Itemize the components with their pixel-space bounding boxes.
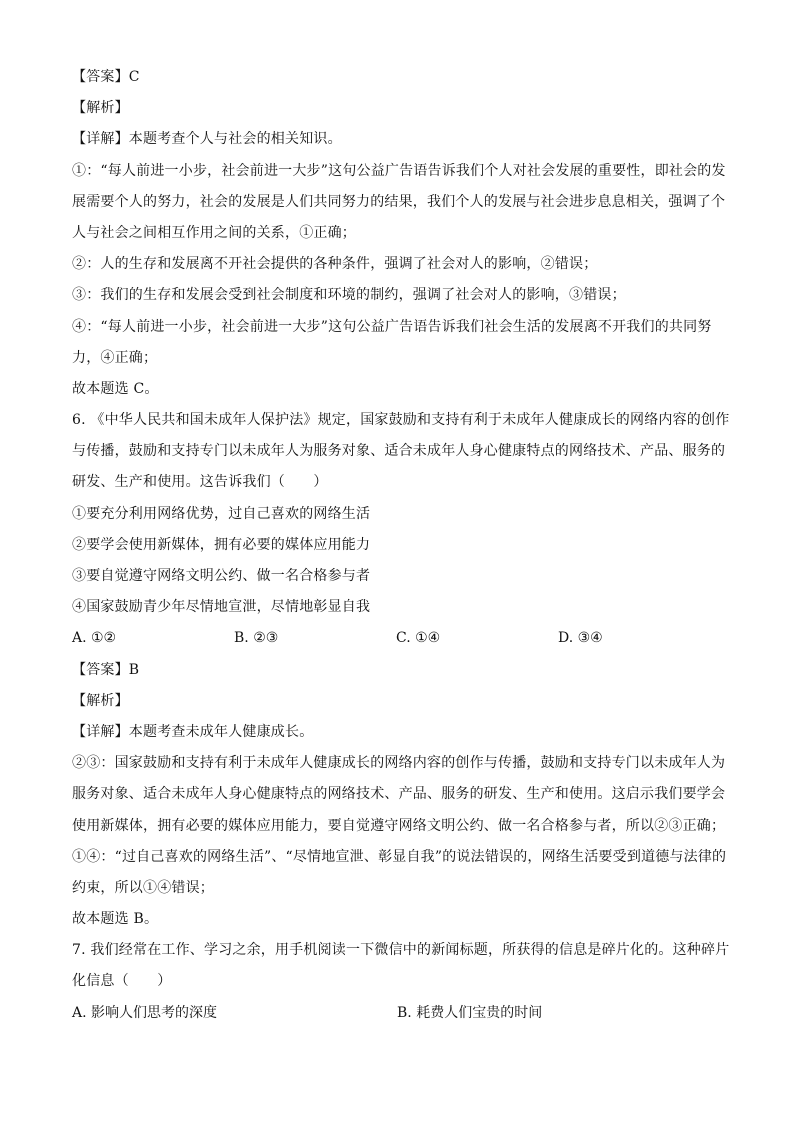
question-6-stem: 6. 《中华人民共和国未成年人保护法》规定，国家鼓励和支持有利于未成年人健康成长的网络内容的创作: [72, 412, 730, 429]
question-6-statement: ②要学会使用新媒体，拥有必要的媒体应用能力: [72, 536, 371, 553]
question-6-options: [72, 623, 722, 654]
answer-label: 【答案】C: [72, 69, 140, 85]
question-7-stem: 化信息（ ）: [72, 973, 172, 990]
question-6-statement: ④国家鼓励青少年尽情地宣泄，尽情地彰显自我: [72, 599, 371, 616]
detail-line: ①：“每人前进一小步，社会前进一大步”这句公益广告语告诉我们个人对社会发展的重要性，即社会的发: [72, 162, 726, 179]
detail-line: 人与社会之间相互作用之间的关系，①正确；: [72, 224, 356, 241]
detail-line: ②③：国家鼓励和支持有利于未成年人健康成长的网络内容的创作与传播，鼓励和支持专门以未成年人为: [72, 755, 726, 772]
option-b: B. ②③: [234, 630, 279, 647]
analysis-label: 【解析】: [72, 692, 129, 709]
detail-line: 力，④正确；: [72, 349, 158, 366]
conclusion-line: 故本题选 B。: [72, 911, 159, 928]
detail-line: 服务对象、适合未成年人身心健康特点的网络技术、产品、服务的研发、生产和使用。这启示我们要学会: [72, 786, 726, 803]
document-page: [72, 62, 730, 1029]
option-a: A. ①②: [72, 630, 117, 647]
answer-label: 【答案】B: [72, 661, 140, 678]
question-7-options: [72, 998, 722, 1029]
option-d: D. ③④: [558, 630, 603, 647]
detail-intro: 【详解】本题考查未成年人健康成长。: [72, 723, 314, 740]
detail-line: 约束，所以①④错误；: [72, 879, 214, 896]
detail-line: 展需要个人的努力，社会的发展是人们共同努力的结果，我们个人的发展与社会进步息息相关，强调了个: [72, 193, 726, 210]
option-b: B. 耗费人们宝贵的时间: [397, 1004, 543, 1021]
question-7-stem: 7. 我们经常在工作、学习之余，用手机阅读一下微信中的新闻标题，所获得的信息是碎片化的。这种碎片: [72, 942, 730, 959]
option-c: C. ①④: [396, 630, 441, 647]
analysis-label: 【解析】: [72, 100, 129, 117]
question-6-stem: 与传播，鼓励和支持专门以未成年人为服务对象、适合未成年人身心健康特点的网络技术、产品、服务的: [72, 443, 726, 460]
question-6-stem: 研发、生产和使用。这告诉我们（ ）: [72, 474, 328, 491]
option-a: A. 影响人们思考的深度: [72, 1004, 218, 1021]
detail-line: ③：我们的生存和发展会受到社会制度和环境的制约，强调了社会对人的影响，③错误；: [72, 287, 626, 304]
detail-intro: 【详解】本题考查个人与社会的相关知识。: [72, 131, 342, 148]
conclusion-line: 故本题选 C。: [72, 380, 159, 397]
detail-line: ②：人的生存和发展离不开社会提供的各种条件，强调了社会对人的影响，②错误；: [72, 256, 598, 273]
question-6-statement: ③要自觉遵守网络文明公约、做一名合格参与者: [72, 568, 371, 584]
question-6-statement: ①要充分利用网络优势，过自己喜欢的网络生活: [72, 505, 371, 522]
detail-line: 使用新媒体，拥有必要的媒体应用能力，要自觉遵守网络文明公约、做一名合格参与者，所以②③正确；: [72, 817, 726, 834]
detail-line: ④：“每人前进一小步，社会前进一大步”这句公益广告语告诉我们社会生活的发展离不开我们的共同努: [72, 318, 712, 335]
detail-line: ①④：“过自己喜欢的网络生活”、“尽情地宣泄、彰显自我”的说法错误的，网络生活要受到道德与法律的: [72, 848, 727, 865]
